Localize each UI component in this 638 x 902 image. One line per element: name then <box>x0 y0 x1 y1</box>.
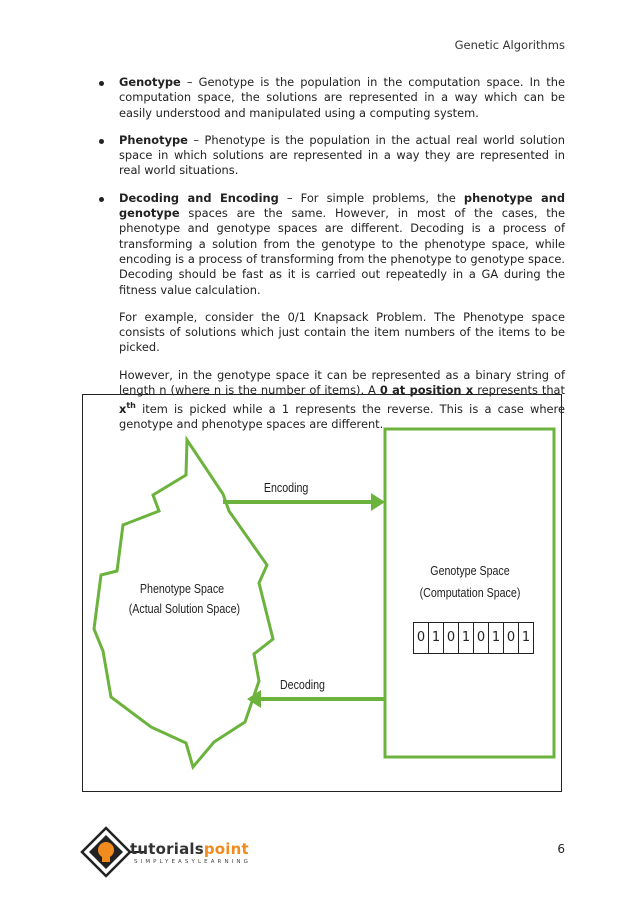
phenotype-label-line2: (Actual Solution Space) <box>128 601 241 616</box>
para2-text-a: However, in the genotype space it can be represented as a binary string of length n (where n is the number of items). A <box>119 367 565 398</box>
para2-sup: th <box>126 401 136 411</box>
para2-text-c: item is picked while a 1 represents the reverse. This is a case where genotype and phenotype spaces are different. <box>119 402 565 432</box>
term-genotype: Genotype <box>119 75 181 89</box>
encoding-label: Encoding <box>263 480 309 495</box>
bullet-dot <box>99 197 104 202</box>
page-header: Genetic Algorithms <box>454 38 565 52</box>
genotype-label-line2: (Computation Space) <box>419 585 521 600</box>
bullet-genotype <box>97 75 565 121</box>
logo-brand <box>130 840 249 858</box>
bullet-decoding-encoding <box>97 191 565 298</box>
para2-text-b: represents that <box>473 383 566 398</box>
decoding-label: Decoding <box>279 677 325 692</box>
bit-cell: 1 <box>489 623 504 653</box>
phenotype-label-line1: Phenotype Space <box>139 581 225 596</box>
bullet-phenotype <box>97 133 565 179</box>
bit-cell: 0 <box>474 623 489 653</box>
decoding-bold: phenotype and genotype <box>119 190 566 221</box>
bit-cell: 0 <box>504 623 519 653</box>
logo-tagline: SIMPLYEASYLEARNING <box>134 859 251 865</box>
page-content <box>97 75 565 433</box>
bit-cell: 1 <box>429 623 444 653</box>
encoding-arrowhead <box>371 493 385 511</box>
genotype-label-line1: Genotype Space <box>430 563 510 578</box>
bit-cell: 0 <box>414 623 429 653</box>
bullet-dot <box>99 81 104 86</box>
page-number: 6 <box>557 842 565 856</box>
para2-x: x <box>119 402 127 417</box>
binary-string <box>413 622 534 654</box>
decoding-text-b: spaces are the same. However, in most of the cases, the phenotype and genotype spaces are different. Decoding is a process of transforming a solution from the genotype to the phenotype space, while encoding is a process of transforming from the phenotype to genotype space. Decoding should be fast as it is carried out repeatedly in a GA during the fitness value calculation. <box>119 206 565 297</box>
knapsack-paragraph: For example, consider the 0/1 Knapsack Problem. The Phenotype space consists of solutions which just contain the item numbers of the items to be picked. <box>119 309 565 355</box>
bit-cell: 1 <box>459 623 474 653</box>
genotype-phenotype-figure <box>82 394 562 792</box>
genotype-text: – Genotype is the population in the computation space. In the computation space, the solutions are represented in a way which can be easily understood and manipulated using a computing system. <box>119 75 565 120</box>
term-decoding-encoding: Decoding and Encoding <box>119 190 279 205</box>
tutorialspoint-logo <box>80 826 260 878</box>
bit-cell: 0 <box>444 623 459 653</box>
bit-cell: 1 <box>521 630 531 645</box>
term-phenotype: Phenotype <box>119 132 188 147</box>
para2-bold: 0 at position x <box>379 383 474 398</box>
decoding-text-a: – For simple problems, the <box>278 190 464 205</box>
bullet-dot <box>99 139 104 144</box>
phenotype-text: – Phenotype is the population in the actual real world solution space in which solutions are represented in a way they are represented in real world situations. <box>119 132 565 178</box>
logo-brand-text: tutorialspoint <box>130 840 249 858</box>
